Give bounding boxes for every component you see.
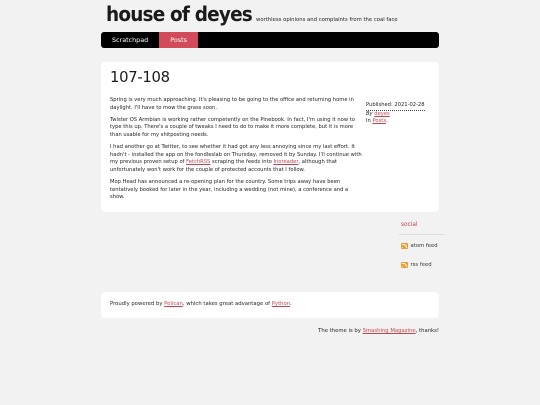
rss-icon — [401, 262, 408, 269]
paragraph-text: , although that unfortunately won't work for the couple of protected accounts that I follow. — [110, 159, 337, 173]
post-paragraph — [110, 144, 362, 174]
social-heading: social — [401, 222, 418, 228]
fetchrss-link[interactable]: FetchRSS — [186, 159, 211, 166]
atom-feed-link[interactable]: atom feed — [410, 243, 438, 249]
paragraph-text: I had another go at Twitter, to see whether it had got any less annoying since my last effort. It hadn't - installed the app on the fondleslab on Thursday, removed it by Sunday. I'll continue with my previous proven setup of — [110, 144, 362, 166]
divider — [399, 234, 444, 235]
main-nav — [101, 32, 439, 48]
post-paragraph — [110, 97, 362, 112]
in-label: In — [366, 118, 371, 125]
paragraph-text: Spring is very much approaching. It's pleasing to be going to the office and returning home in daylight. I'll have to mow the grass soon. — [110, 97, 354, 111]
post-body — [110, 97, 362, 207]
post-meta — [366, 102, 430, 126]
author-link[interactable]: deyes — [374, 110, 390, 117]
pelican-link[interactable]: Pelican — [164, 301, 183, 307]
site-tagline: worthless opinions and complaints from the coal face — [255, 17, 398, 23]
python-link[interactable]: Python — [271, 301, 291, 307]
powered-by-text — [110, 301, 292, 307]
post-paragraph — [110, 117, 362, 140]
rss-feed-link[interactable]: rss feed — [410, 262, 432, 268]
published-date: Published: 2021-02-28 — [366, 102, 425, 111]
site-title-link[interactable]: house of deyes — [106, 2, 252, 26]
rss-icon — [401, 243, 408, 250]
rss-feed-item — [399, 260, 444, 270]
nav-item-posts[interactable]: Posts — [159, 32, 198, 48]
paragraph-text: Mop Head has announced a re-opening plan for the country. Some trips away have been tentatively booked for later in the year, including a wedding (not mine), a conference and a show. — [110, 179, 349, 201]
theme-credit — [318, 328, 439, 334]
category-link[interactable]: Posts — [372, 118, 387, 125]
post-paragraph — [110, 179, 362, 202]
atom-feed-item — [399, 241, 444, 251]
category-suffix: . — [386, 118, 388, 125]
footer-card — [101, 292, 439, 318]
inoreader-link[interactable]: Inoreader — [273, 159, 299, 166]
powered-suffix: . — [290, 301, 292, 307]
paragraph-text: scraping the feeds into — [210, 159, 274, 166]
social-sidebar — [399, 222, 444, 279]
paragraph-text: Twister OS Armbian is working rather competently on the Pinebook. In fact, I'm using it now to type this up. There's a couple of tweaks I need to do to make it more complete, but it is more than usable for my shitposting needs. — [110, 116, 355, 138]
site-header — [106, 1, 446, 29]
theme-suffix: , thanks! — [415, 328, 439, 334]
post-article — [101, 62, 439, 212]
smashing-magazine-link[interactable]: Smashing Magazine — [362, 328, 416, 334]
post-title[interactable]: 107-108 — [110, 69, 170, 86]
powered-mid: , which takes great advantage of — [182, 301, 272, 307]
by-label: By — [366, 110, 373, 117]
nav-item-scratchpad[interactable]: Scratchpad — [112, 36, 149, 44]
theme-prefix: The theme is by — [318, 328, 363, 334]
powered-prefix: Proudly powered by — [110, 301, 165, 307]
